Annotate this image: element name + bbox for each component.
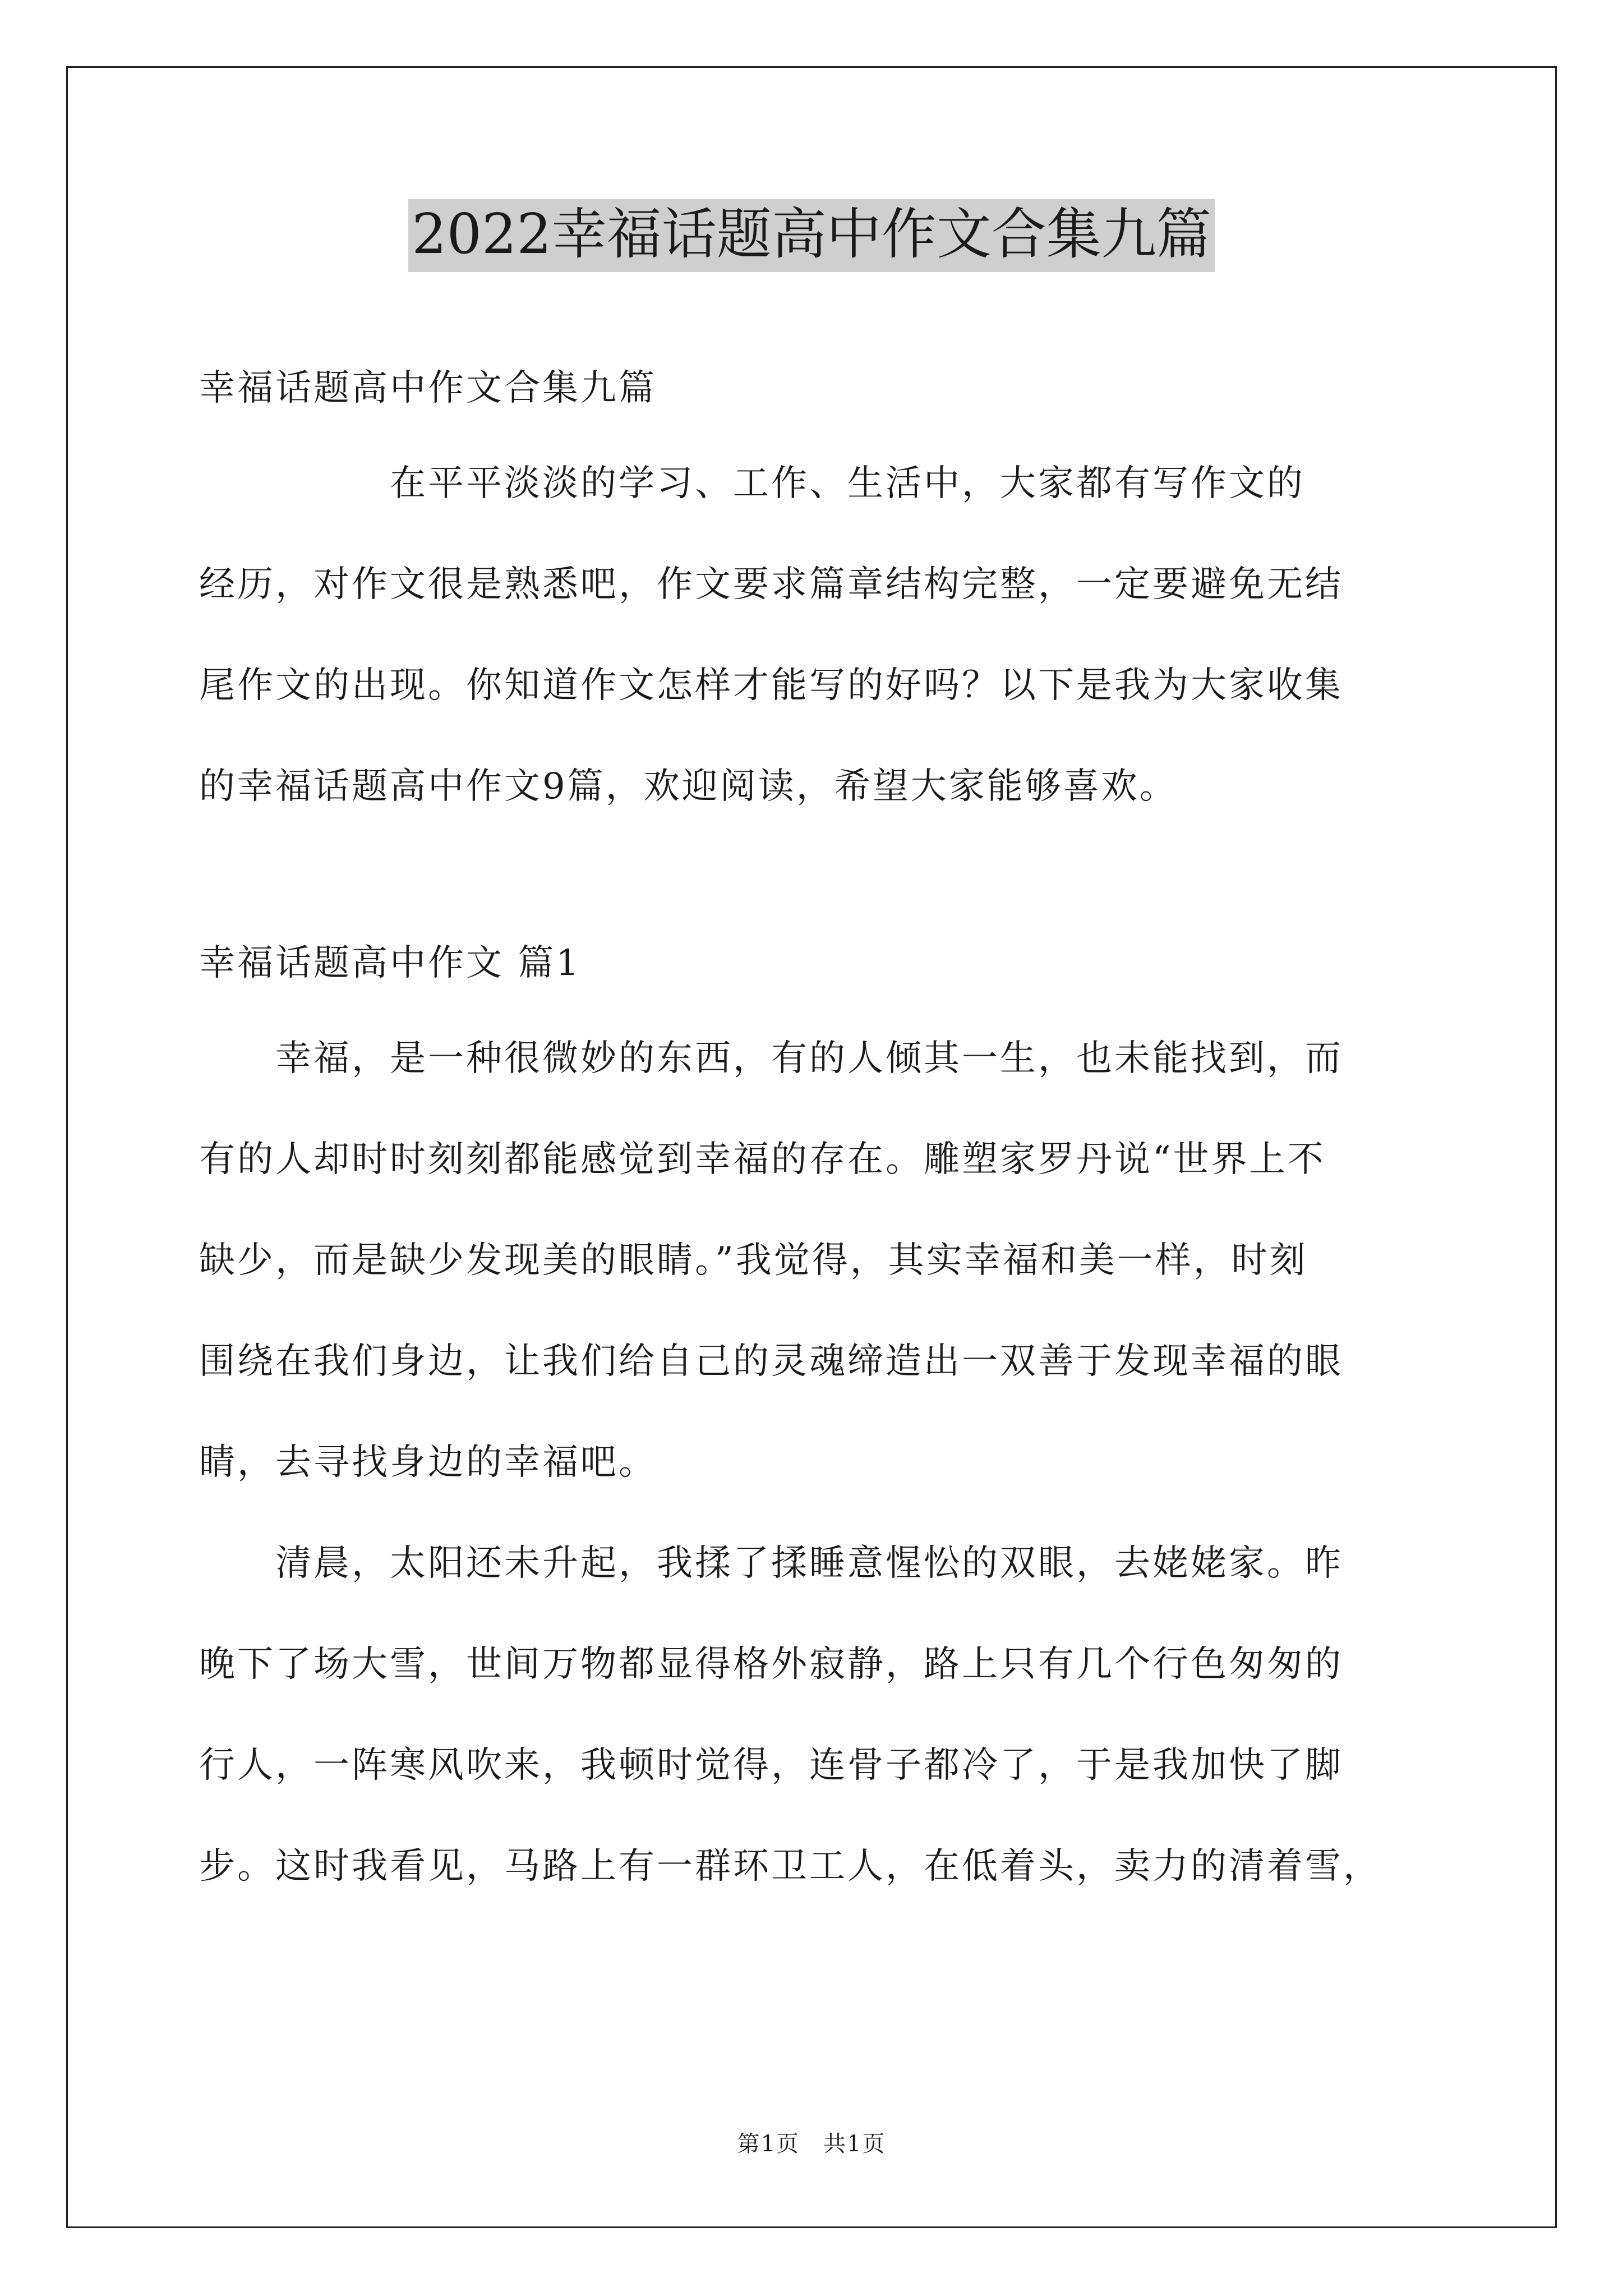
text-line: 尾作文的出现。你知道作文怎样才能写的好吗？以下是我为大家收集 xyxy=(199,665,1343,706)
text-line: 围绕在我们身边，让我们给自己的灵魂缔造出一双善于发现幸福的眼 xyxy=(199,1341,1343,1382)
text-line: 幸福，是一种很微妙的东西，有的人倾其一生，也未能找到，而 xyxy=(199,1038,1343,1079)
text-line: 清晨，太阳还未升起，我揉了揉睡意惺忪的双眼，去姥姥家。昨 xyxy=(199,1543,1343,1584)
document-title: 2022幸福话题高中作文合集九篇 xyxy=(408,199,1214,272)
text-line: 晚下了场大雪，世间万物都显得格外寂静，路上只有几个行色匆匆的 xyxy=(199,1644,1343,1685)
document-title-container xyxy=(0,199,1623,272)
paragraph-1 xyxy=(199,1038,1433,1545)
paragraph-2 xyxy=(199,1545,1433,1949)
section-heading: 幸福话题高中作文 篇1 xyxy=(199,942,582,984)
text-line: 的幸福话题高中作文9篇，欢迎阅读，希望大家能够喜欢。 xyxy=(199,766,1178,807)
text-line: 睛，去寻找身边的幸福吧。 xyxy=(199,1442,657,1483)
text-line: 经历，对作文很是熟悉吧，作文要求篇章结构完整，一定要避免无结 xyxy=(199,564,1343,605)
text-line: 在平平淡淡的学习、工作、生活中，大家都有写作文的 xyxy=(199,463,1305,504)
document-subtitle: 幸福话题高中作文合集九篇 xyxy=(199,367,657,409)
intro-paragraph xyxy=(199,463,1433,869)
text-line: 缺少，而是缺少发现美的眼睛。”我觉得，其实幸福和美一样，时刻 xyxy=(199,1240,1308,1281)
text-line: 行人，一阵寒风吹来，我顿时觉得，连骨子都冷了，于是我加快了脚 xyxy=(199,1745,1343,1786)
text-line: 步。这时我看见，马路上有一群环卫工人，在低着头，卖力的清着雪， xyxy=(199,1846,1381,1887)
text-line: 有的人却时时刻刻都能感觉到幸福的存在。雕塑家罗丹说“世界上不 xyxy=(199,1139,1326,1180)
page-footer: 第1页 共1页 xyxy=(737,2131,886,2157)
